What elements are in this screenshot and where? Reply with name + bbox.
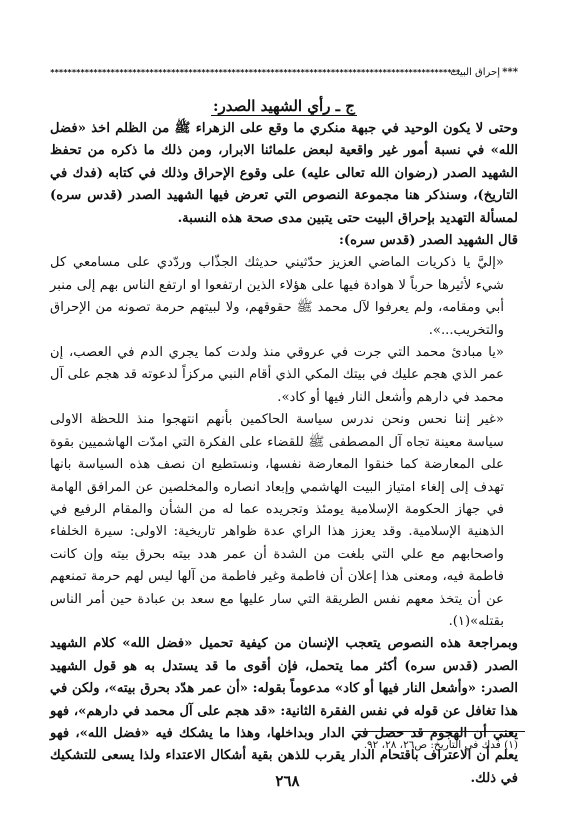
- footnote-divider: [355, 731, 525, 732]
- header-mark: ***: [502, 67, 518, 78]
- section-heading-text: ج ـ رأي الشهيد الصدر:: [213, 97, 355, 115]
- section-heading: [50, 94, 518, 118]
- page-number: ٢٦٨: [275, 772, 300, 790]
- paragraph-intro: وحتى لا يكون الوحيد في جبهة منكري ما وقع على الزهراء ﷺ من الظلم اخذ «فضل الله» في نسبة أمور غير واقعية لبعض علمائنا الابرار، ومن ذلك ما ذكره من تحفظ الشهيد الصدر (رضوان الله تعالى عليه) على وقوع الإحراق وذلك في كتابه (فدك في التاريخ)، وسنذكر هنا مجموعة النصوص التي تعرض فيها الشهيد الصدر (قدس سره) لمسألة التهديد بإحراق البيت حتى يتبين مدى صحة هذه النسبة.: [50, 121, 518, 226]
- main-text: [50, 94, 518, 790]
- footnote: (١) فدك في التاريخ: ص٢٦، ٢٨، ٩٢.: [363, 739, 518, 751]
- paragraph-quote-2: «يا مبادئ محمد التي جرت في عروقي منذ ولدت كما يجري الدم في العصب، إن عمر الذي هجم عليك في بيتك المكي الذي أقام النبي مركزاً لدعوته قد هجم على آل محمد في دارهم وأشعل النار فيها أو كاد».: [50, 345, 504, 405]
- paragraph-analysis: وبمراجعة هذه النصوص يتعجب الإنسان من كيفية تحميل «فضل الله» كلام الشهيد الصدر (قدس سره) أكثر مما يتحمل، فإن أقوى ما قد يستدل به هو قول الشهيد الصدر: «وأشعل النار فيها أو كاد» مدعوماً بقوله: «أن عمر هدّد بحرق بيته»، ولكن في هذا تغافل عن قوله في نفس الفقرة الثانية: «قد هجم على آل محمد في دارهم»، فهو يعني أن الهجوم قد حصل في الدار وبداخلها، وهذا ما يشكك فيه «فضل الله»، فهو يعلم أن الاعتراف باقتحام الدار يقرب للذهن بقية أشكال الاعتداء ولذا يسعى للتشكيك في ذلك.: [50, 636, 518, 786]
- page-header: [50, 66, 518, 80]
- paragraph-quote-lead: قال الشهيد الصدر (قدس سره):: [338, 233, 518, 249]
- paragraph-quote-1: «إليَّ يا ذكريات الماضي العزيز حدّثيني حديثك الجذّاب وردّدي على مسامعي كل شيء لأثيرها حرباً لا هوادة فيها على هؤلاء الذين ارتفعوا او ارتفع الناس بهم إلى منبر أبي ومقامه، ولم يعرفوا لآل محمد ﷺ حقوقهم، ولا لبيتهم حرمة تصونه من الإحراق والتخريب...».: [50, 255, 504, 338]
- running-title: إحراق البيت: [450, 67, 500, 78]
- header-asterisk-rule: ***********************************************************************************************: [50, 68, 461, 77]
- paragraph-quote-3: «غير إننا نحس ونحن ندرس سياسة الحاكمين بأنهم انتهجوا منذ اللحظة الاولى سياسة معينة تجاه آل المصطفى ﷺ للقضاء على الفكرة التي امدّت الهاشميين بقوة على المعارضة كما خنقوا المعارضة نفسها، ونستطيع ان نصف هذه السياسة بانها تهدف إلى إلغاء امتياز البيت الهاشمي وإبعاد انصاره والمخلصين عن المرافق الهامة في جهاز الحكومة الإسلامية يومئذ وتجريده عما له من الشأن والمقام الرفيع في الذهنية الإسلامية. وقد يعزز هذا الراي عدة ظواهر تاريخية: الاولى: سيرة الخلفاء واصحابهم مع علي التي بلغت من الشدة أن عمر هدد بيته بحرق بيته وإن كانت فاطمة فيه، ومعنى هذا إعلان أن فاطمة وغير فاطمة من آلها ليس لهم حرمة تمنعهم عن أن يتخذ معهم نفس الطريقة التي سار عليها مع سعد بن عبادة حين أمر الناس بقتله»(١).: [50, 412, 504, 629]
